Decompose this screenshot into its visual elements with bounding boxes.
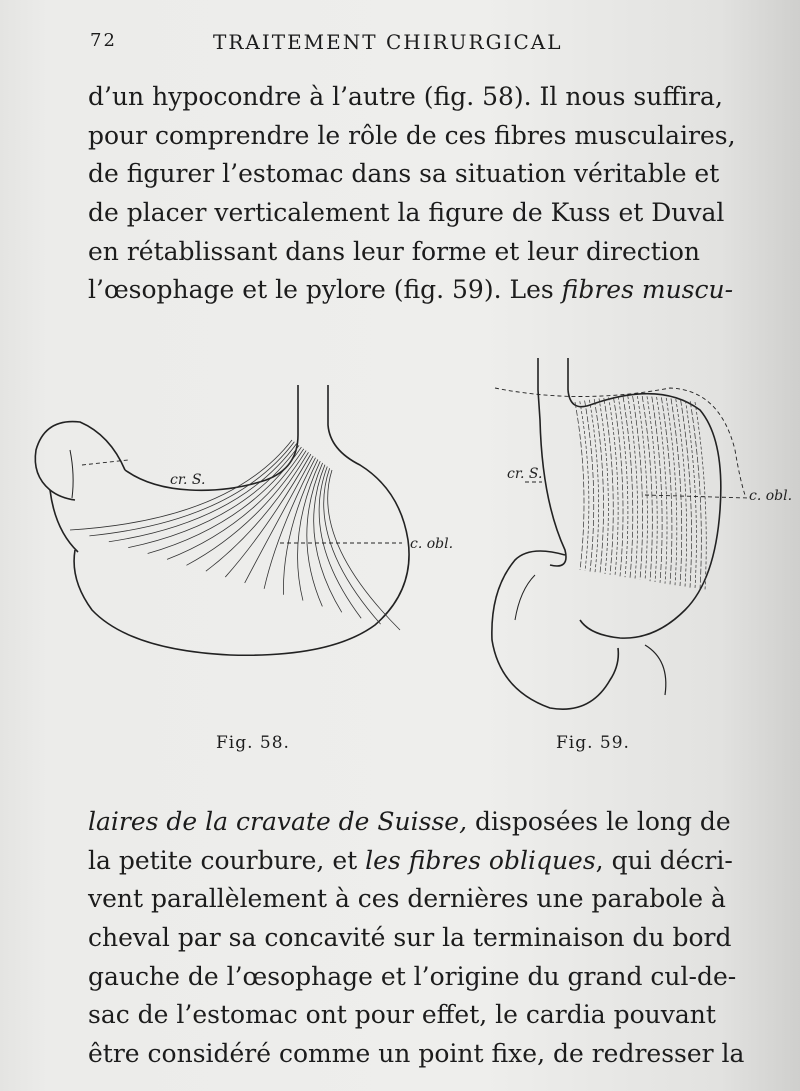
fig59-fibre-line [599,398,608,574]
fig59-fibre-line [623,396,633,578]
bottom-paragraph-line [88,803,731,842]
running-title: TRAITEMENT CHIRURGICAL [213,30,563,54]
fig59-fibre-line [613,397,623,576]
fig58-fibre-line [298,461,321,600]
fig58-fibre-line [225,454,311,577]
fig59-fibre-line [618,397,628,578]
italic-text: laires de la cravate de Suisse, [88,807,468,836]
bottom-paragraph-line [88,958,737,997]
fig58-label-cravate: cr. S. [170,472,206,488]
top-paragraph-line [88,194,725,233]
text-run: en rétablissant dans leur forme et leur direction [88,236,700,266]
text-run: sac de l’estomac ont pour effet, le cardia pouvant [88,1000,716,1030]
text-run: vent parallèlement à ces dernières une parabole à [88,884,726,914]
fig59-label-cravate: cr. S. [507,466,543,482]
fig58-fibre-line [328,470,400,630]
fig58-fibre-line [324,468,381,624]
figure-59-caption: Fig. 59. [556,733,630,753]
text-run: gauche de l’œsophage et l’origine du grand cul-de- [88,961,737,991]
fig59-label-oblique: c. obl. [749,488,793,504]
figure-58-caption: Fig. 58. [216,733,290,753]
fig59-fibre-line [609,397,619,575]
text-run: d’un hypocondre à l’autre (fig. 58). Il nous suffira, [88,82,723,111]
bottom-paragraph [88,803,745,1074]
bottom-paragraph-line [88,996,716,1035]
running-header [90,30,700,64]
fig59-fibre-line [594,399,603,573]
text-run: de placer verticalement la figure de Kuss et Duval [88,198,725,228]
text-run: être considéré comme un point fixe, de redresser la [88,1039,745,1069]
top-paragraph [88,78,736,310]
figure-59-stomach-illustration [470,350,800,720]
text-run: de figurer l’estomac dans sa situation véritable et [88,159,720,189]
fig59-fibre-line [604,398,613,575]
fig58-label-oblique: c. obl. [410,536,454,552]
fig58-fibre-line [319,466,361,618]
fig59-fibre-line [589,400,598,573]
bottom-paragraph-line [88,919,732,958]
italic-text: les fibres obliques [365,845,596,875]
bottom-paragraph-line [88,842,733,881]
figure-58-stomach-illustration [30,380,454,670]
fig58-fibre-line [89,442,294,536]
fig59-fibre-line [628,396,638,579]
top-paragraph-line [88,78,723,117]
text-run: disposées le long de [467,807,731,836]
fig58-fibre-line [186,451,306,566]
fig59-fibre-line [575,402,584,570]
top-paragraph-line [88,233,700,272]
fig58-fibre-line [314,465,342,613]
top-paragraph-line [88,117,736,156]
bottom-paragraph-line [88,1035,745,1074]
fig58-outline-inner [125,385,298,490]
page-number: 72 [90,30,117,51]
fig59-fibre-line [585,401,594,572]
text-run: cheval par sa concavité sur la terminaison du bord [88,923,732,953]
text-run: l’œsophage et le pylore (fig. 59). Les [88,275,562,305]
fig58-fibre-line [148,447,302,553]
bottom-paragraph-line [88,880,726,919]
fig59-fibre-line [690,401,701,589]
fig59-fibre-line [695,402,706,590]
fig59-fibre-line [580,401,589,571]
text-run: , qui décri- [595,845,733,875]
text-run: pour comprendre le rôle de ces fibres musculaires, [88,120,736,150]
text-run: la petite courbure, et [88,845,366,875]
italic-text: fibres muscu- [561,275,734,305]
fig58-fibre-line [245,456,313,583]
top-paragraph-line [88,271,734,310]
top-paragraph-line [88,155,720,194]
